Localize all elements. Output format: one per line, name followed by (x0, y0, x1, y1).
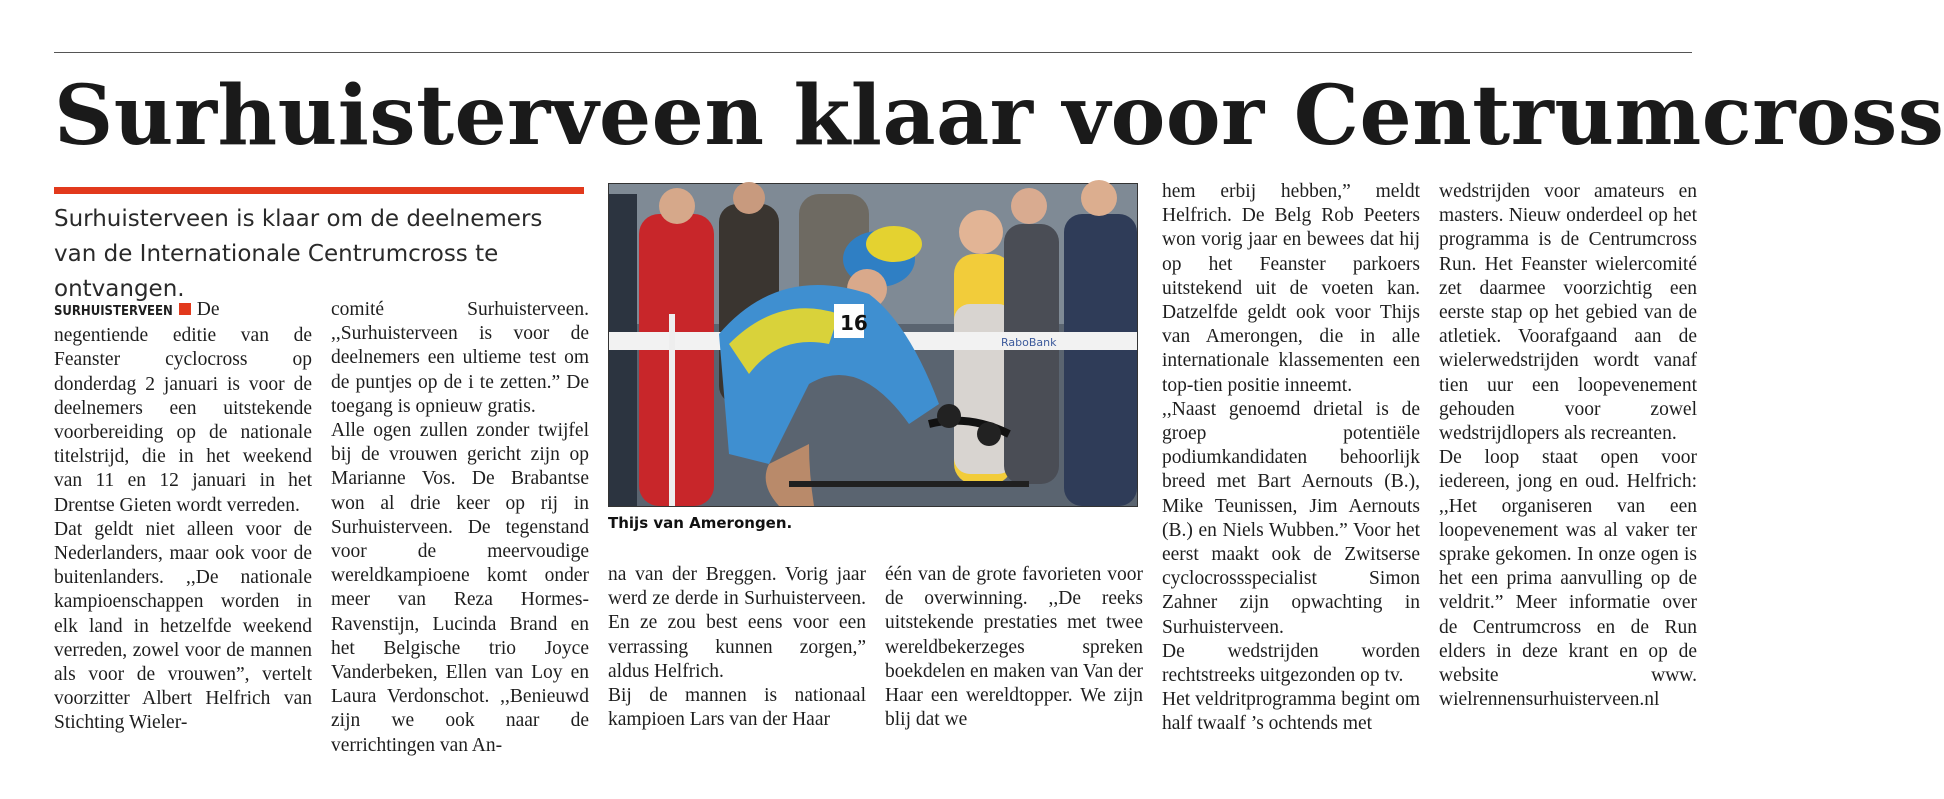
top-rule (54, 52, 1692, 53)
headline: Surhuisterveen klaar voor Centrumcross (54, 68, 1944, 164)
column-4-paragraph-1: één van de grote favorieten voor de overwinning. ,,De reeks uitstekende prestaties met twee wereldbekerzeges spreken boekdelen en maken van Van der Haar een wereldtopper. We zijn blij dat we (885, 564, 1143, 731)
column-1-paragraph-1 (54, 298, 312, 518)
column-5-paragraph-4: Het veldritprogramma begint om half twaalf ’s ochtends met (1162, 689, 1420, 735)
column-1-text-1: De negentiende editie van de Feanster cyclocross op donderdag 2 januari is voor de deelnemers een uitstekende voorbereiding op de nationale titelstrijd, die in het weekend van 11 en 12 januari in het Drentse Gieten wordt verreden. (54, 299, 312, 516)
column-4 (885, 563, 1143, 732)
column-2-paragraph-1: comité Surhuisterveen. ,,Surhuisterveen is voor de deelnemers een ultieme test om de puntjes op de i te zetten.” De toegang is opnieuw gratis. (331, 299, 589, 417)
column-5-paragraph-2: ,,Naast genoemd drietal is de groep potentiële podiumkandidaten behoorlijk breed met Bart Aernouts (B.), Mike Teunissen, Jim Aernouts (B.) en Niels Wubben.” Voor het eerst maakt ook de Zwitserse cyclocrossspecialist Simon Zahner zijn opwachting in Surhuisterveen. (1162, 398, 1420, 638)
intro-lead: Surhuisterveen is klaar om de deelnemers van de Internationale Centrumcross te ontvangen. (54, 206, 543, 302)
column-1-paragraph-2: Dat geldt niet alleen voor de Nederlanders, maar ook voor de buitenlanders. ,,De nationale kampioenschappen worden in elk land in hetzelfde weekend verreden, zowel voor de mannen als voor de vrouwen”, vertelt voorzitter Albert Helfrich van Stichting Wieler- (54, 518, 312, 734)
photo-caption: Thijs van Amerongen. (608, 514, 793, 532)
cyclist-photo-illustration (609, 184, 1137, 506)
dateline: SURHUISTERVEEN (54, 304, 173, 319)
column-6 (1439, 180, 1697, 712)
column-6-paragraph-1: wedstrijden voor amateurs en masters. Nieuw onderdeel op het programma is de Centrumcross Run. Het Feanster wielercomité zet daarmee voorzichtig een eerste stap op het gebied van de atletiek. Voorafgaand aan de wielerwedstrijden wordt vanaf tien uur een loopevenement gehouden voor zowel wedstrijdlopers als recreanten. (1439, 181, 1697, 445)
column-2 (331, 298, 589, 758)
column-2-paragraph-2: Alle ogen zullen zonder twijfel bij de vrouwen gericht zijn op Marianne Vos. De Brabantse won al drie keer op rij in Surhuisterveen. De tegenstand voor de meervoudige wereldkampioene komt onder meer van Reza Hormes-Ravenstijn, Lucinda Brand en het Belgische trio Joyce Vanderbeken, Ellen van Loy en Laura Verdonschot. ,,Benieuwd zijn we ook naar de verrichtingen van An- (331, 420, 589, 756)
column-5-paragraph-3: De wedstrijden worden rechtstreeks uitgezonden op tv. (1162, 640, 1420, 687)
column-5-paragraph-1: hem erbij hebben,” meldt Helfrich. De Belg Rob Peeters won vorig jaar en bewees dat hij op het Feanster parkoers uitstekend uit de voeten kan. Datzelfde geldt ook voor Thijs van Amerongen, die in alle internationale klassementen een top-tien positie inneemt. (1162, 181, 1420, 396)
photo-banner-text: RaboBank (1001, 336, 1057, 349)
column-6-paragraph-2: De loop staat open voor iedereen, jong en oud. Helfrich: ,,Het organiseren van een loopevenement was al vaker ter sprake gekomen. In onze ogen is het een prima aanvulling op de veldrit.” Meer informatie over de Centrumcross en de Run elders in deze krant en op de website www. wielrennensurhuisterveen.nl (1439, 447, 1697, 711)
intro-accent-bar (54, 187, 584, 194)
column-1 (54, 298, 312, 736)
article-photo (608, 183, 1138, 507)
column-3 (608, 563, 866, 732)
rider-number: 16 (840, 311, 868, 335)
column-3-paragraph-1: na van der Breggen. Vorig jaar werd ze derde in Surhuisterveen. En ze zou best eens voor een verrassing kunnen zorgen,” aldus Helfrich. (608, 564, 866, 682)
dateline-square-icon (179, 303, 191, 315)
column-3-paragraph-2: Bij de mannen is nationaal kampioen Lars van der Haar (608, 685, 866, 731)
column-5 (1162, 180, 1420, 737)
